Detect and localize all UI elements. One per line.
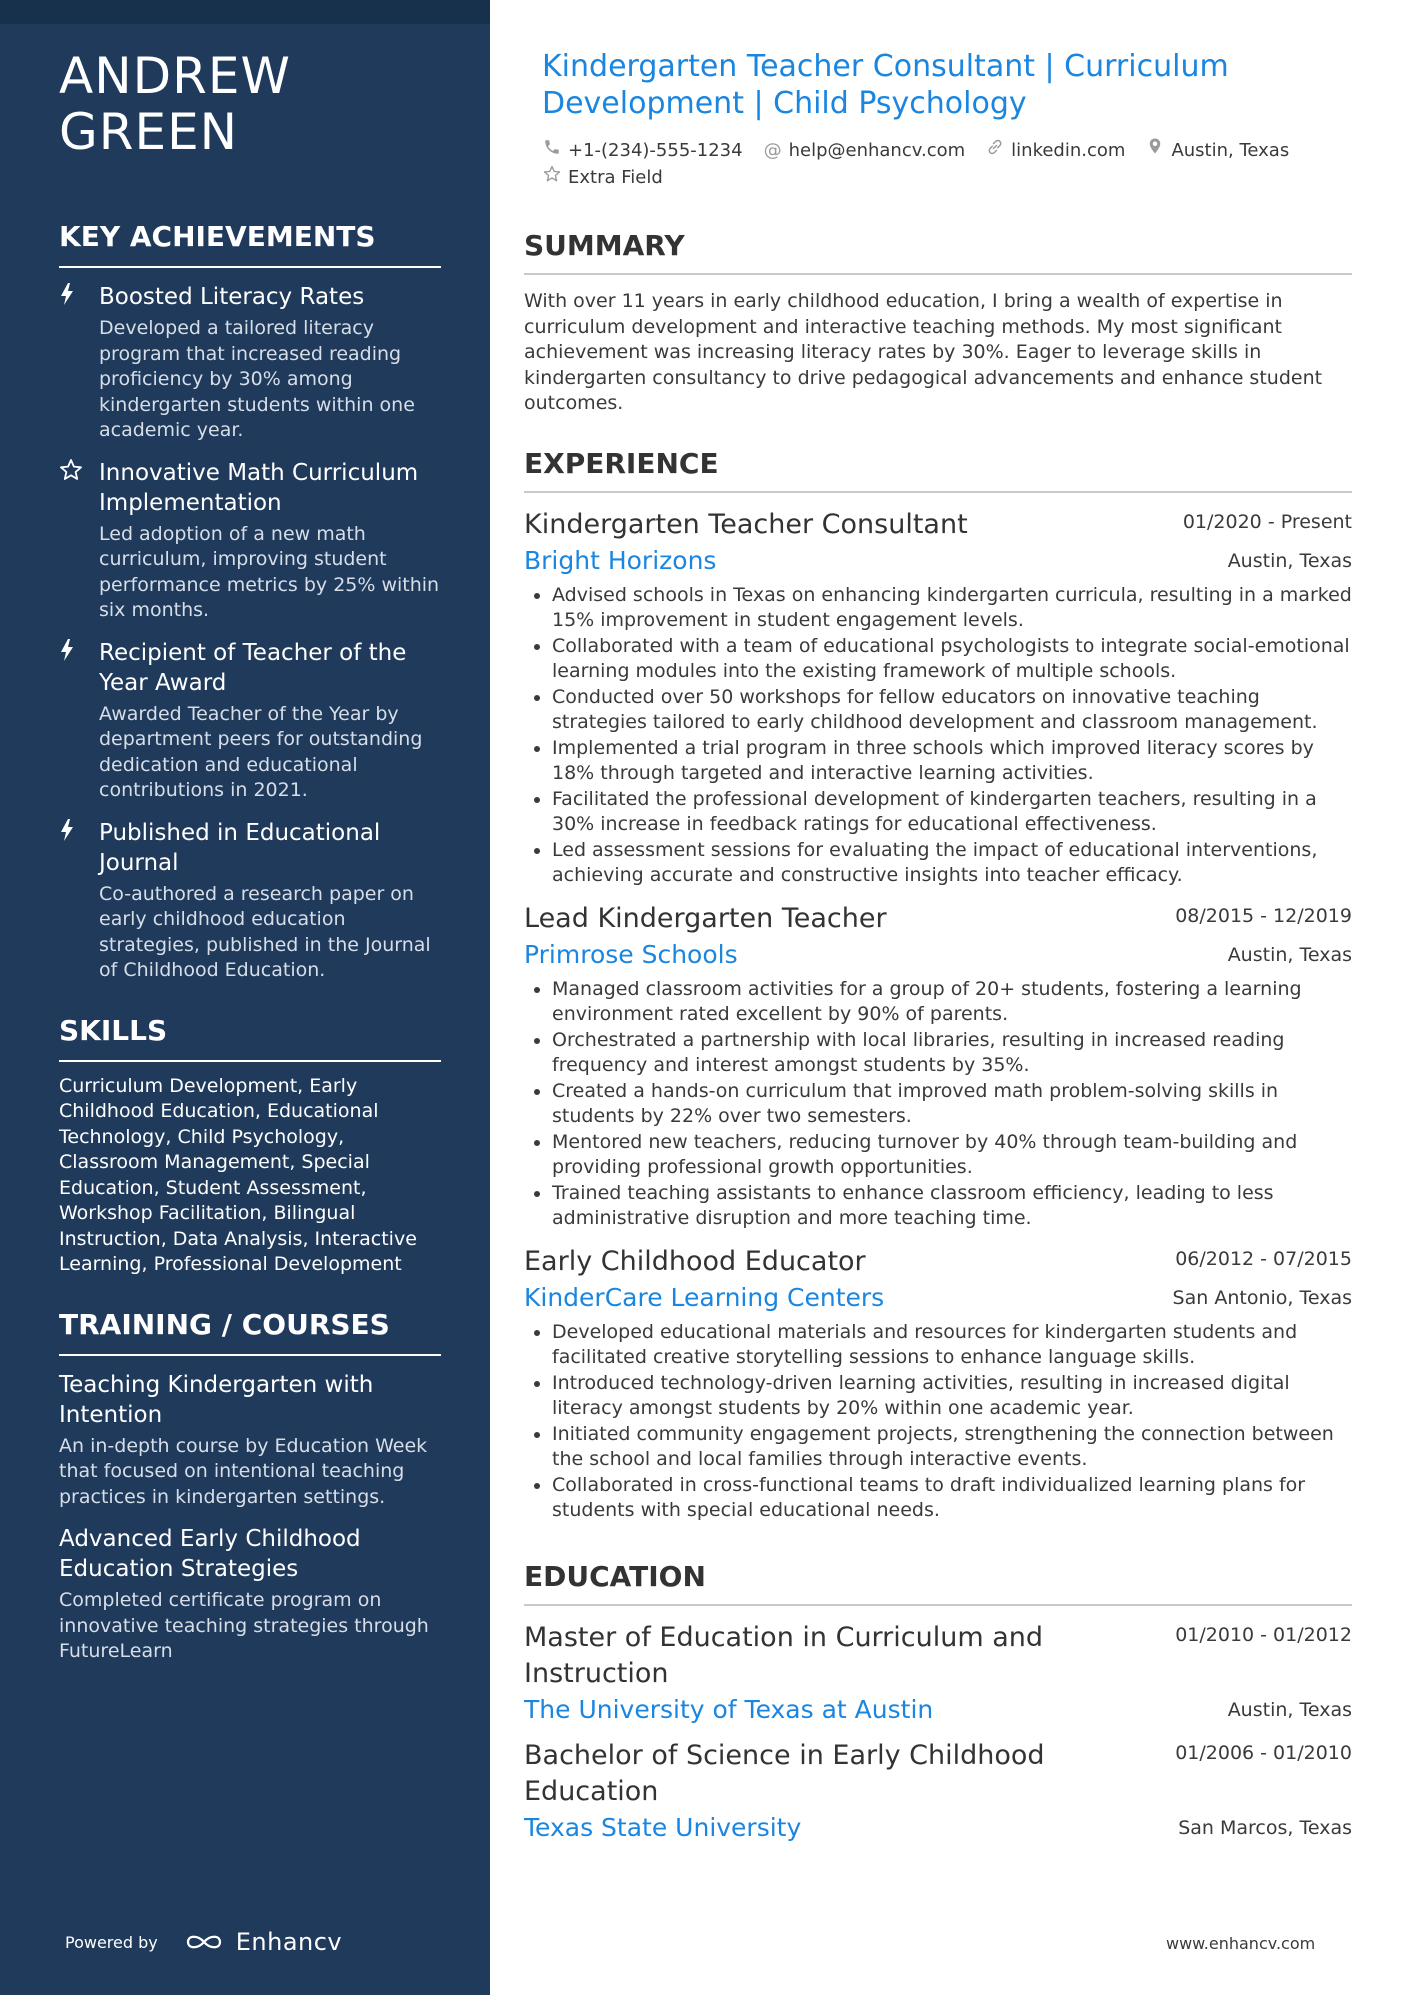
experience-heading: EXPERIENCE xyxy=(524,447,1352,493)
education-section xyxy=(524,1560,1352,1846)
job-entry xyxy=(524,901,1352,1232)
achievement-item xyxy=(59,638,441,804)
achievement-description: Developed a tailored literacy program that increased reading proficiency by 30% among kindergarten students within one academic year. xyxy=(99,317,415,441)
main-content xyxy=(524,48,1352,1846)
bullet-item: • Orchestrated a partnership with local libraries, resulting in increased reading frequency and interest amongst students by 35%. xyxy=(552,1028,1352,1079)
degree-title: Master of Education in Curriculum and Instruction xyxy=(524,1621,1044,1689)
link-text: linkedin.com xyxy=(1011,139,1126,161)
bolt-icon xyxy=(59,818,99,984)
job-title: Kindergarten Teacher Consultant xyxy=(524,508,968,540)
summary-section xyxy=(524,229,1352,417)
bullet-item: • Facilitated the professional development of kindergarten teachers, resulting in a 30% increase in feedback ratings for educational effectiveness. xyxy=(552,787,1352,838)
achievement-item xyxy=(59,818,441,984)
job-bullets xyxy=(524,977,1352,1232)
company-name: Bright Horizons xyxy=(524,545,717,575)
contact-link[interactable] xyxy=(985,136,1125,164)
phone-icon xyxy=(542,137,562,164)
skills-heading: SKILLS xyxy=(59,1014,441,1062)
contact-location xyxy=(1145,136,1289,164)
bullet-item: • Led assessment sessions for evaluating the impact of educational interventions, achieving accurate and constructive insights into teacher efficacy. xyxy=(552,838,1352,889)
enhancv-logo[interactable] xyxy=(184,1928,342,1956)
achievements-section xyxy=(59,220,441,984)
achievement-title: Innovative Math Curriculum Implementation xyxy=(99,459,419,516)
achievement-title: Recipient of Teacher of the Year Award xyxy=(99,639,407,696)
job-dates: 01/2020 - Present xyxy=(1182,510,1352,533)
bolt-icon xyxy=(59,282,99,444)
degree-title: Bachelor of Science in Early Childhood Education xyxy=(524,1739,1045,1807)
school-location: San Marcos, Texas xyxy=(1178,1816,1352,1839)
school-name: The University of Texas at Austin xyxy=(524,1694,934,1724)
job-entry xyxy=(524,507,1352,889)
location-text: Austin, Texas xyxy=(1171,139,1290,161)
contact-email[interactable] xyxy=(763,136,966,164)
company-name: Primrose Schools xyxy=(524,939,738,969)
sidebar xyxy=(0,0,490,1995)
achievement-description: Led adoption of a new math curriculum, improving student performance metrics by 25% within six months. xyxy=(99,522,440,621)
job-bullets xyxy=(524,583,1352,889)
phone-text: +1-(234)-555-1234 xyxy=(568,139,743,161)
link-icon xyxy=(985,137,1005,164)
bullet-item: • Implemented a trial program in three schools which improved literacy scores by 18% through targeted and interactive learning activities. xyxy=(552,736,1352,787)
course-description: An in-depth course by Education Week that focused on intentional teaching practices in kindergarten settings. xyxy=(59,1434,428,1508)
education-entry xyxy=(524,1620,1352,1728)
bolt-icon xyxy=(59,638,99,804)
powered-by-label: Powered by xyxy=(65,1932,158,1952)
bullet-item: • Created a hands-on curriculum that improved math problem-solving skills in students by 22% over two semesters. xyxy=(552,1079,1352,1130)
job-bullets xyxy=(524,1320,1352,1524)
location-pin-icon xyxy=(1145,136,1165,164)
achievement-title: Published in Educational Journal xyxy=(99,819,381,876)
achievement-item xyxy=(59,282,441,444)
course-item xyxy=(59,1524,441,1665)
enhancv-logo-icon xyxy=(184,1931,228,1953)
education-dates: 01/2006 - 01/2010 xyxy=(1175,1741,1352,1764)
job-dates: 06/2012 - 07/2015 xyxy=(1175,1247,1352,1270)
sidebar-top-strip xyxy=(0,0,490,24)
achievements-heading: KEY ACHIEVEMENTS xyxy=(59,220,441,268)
bullet-item: • Conducted over 50 workshops for fellow educators on innovative teaching strategies tailored to early childhood development and classroom management. xyxy=(552,685,1352,736)
bullet-item: • Collaborated in cross-functional teams to draft individualized learning plans for students with special educational needs. xyxy=(552,1473,1352,1524)
star-outline-icon xyxy=(542,164,562,191)
bullet-item: • Managed classroom activities for a group of 20+ students, fostering a learning environment rated excellent by 90% of parents. xyxy=(552,977,1352,1028)
school-name: Texas State University xyxy=(524,1812,802,1842)
skills-section xyxy=(59,1014,441,1278)
education-entry xyxy=(524,1738,1352,1846)
job-location: Austin, Texas xyxy=(1227,943,1352,966)
powered-by xyxy=(65,1928,342,1956)
course-item xyxy=(59,1370,441,1511)
achievement-description: Co-authored a research paper on early childhood education strategies, published in the Journal of Childhood Education. xyxy=(99,882,431,981)
job-dates: 08/2015 - 12/2019 xyxy=(1175,904,1352,927)
training-heading: TRAINING / COURSES xyxy=(59,1308,441,1356)
training-section xyxy=(59,1308,441,1665)
bullet-item: • Collaborated with a team of educational psychologists to integrate social-emotional learning modules into the existing framework of multiple schools. xyxy=(552,634,1352,685)
summary-heading: SUMMARY xyxy=(524,229,1352,275)
website-link[interactable]: www.enhancv.com xyxy=(1166,1934,1316,1953)
bullet-item: • Mentored new teachers, reducing turnover by 40% through team-building and providing professional growth opportunities. xyxy=(552,1130,1352,1181)
education-dates: 01/2010 - 01/2012 xyxy=(1175,1623,1352,1646)
job-location: San Antonio, Texas xyxy=(1172,1286,1352,1309)
school-location: Austin, Texas xyxy=(1227,1698,1352,1721)
job-location: Austin, Texas xyxy=(1227,549,1352,572)
job-entry xyxy=(524,1244,1352,1524)
bullet-item: • Introduced technology-driven learning activities, resulting in increased digital literacy amongst students by 20% within one academic year. xyxy=(552,1371,1352,1422)
contact-extra xyxy=(542,164,663,191)
course-title: Teaching Kindergarten with Intention xyxy=(59,1371,374,1428)
email-text: help@enhancv.com xyxy=(788,139,966,161)
enhancv-brand: Enhancv xyxy=(235,1928,343,1956)
job-title: Early Childhood Educator xyxy=(524,1245,866,1277)
skills-list: Curriculum Development, Early Childhood Education, Educational Technology, Child Psychology, Classroom Management, Special Education, Student Assessment, Workshop Facilitation, Bilingual Instruction, Data Analysis, Interactive Learning, Professional Development xyxy=(59,1074,417,1275)
candidate-name: ANDREW GREEN xyxy=(59,47,291,161)
sidebar-content xyxy=(59,48,441,1665)
bullet-item: • Advised schools in Texas on enhancing kindergarten curricula, resulting in a marked 15% improvement in student engagement levels. xyxy=(552,583,1352,634)
contact-bar xyxy=(542,136,1342,191)
at-sign-icon: @ xyxy=(763,139,782,161)
star-icon xyxy=(59,458,99,624)
extra-field-text: Extra Field xyxy=(568,167,663,188)
headline: Kindergarten Teacher Consultant | Curriculum Development | Child Psychology xyxy=(542,49,1229,121)
job-title: Lead Kindergarten Teacher xyxy=(524,902,887,934)
achievement-item xyxy=(59,458,441,624)
bullet-item: • Initiated community engagement projects, strengthening the connection between the school and local families through interactive events. xyxy=(552,1422,1352,1473)
contact-phone[interactable] xyxy=(542,136,743,164)
bullet-item: • Developed educational materials and resources for kindergarten students and facilitated creative storytelling sessions to enhance language skills. xyxy=(552,1320,1352,1371)
achievement-description: Awarded Teacher of the Year by department peers for outstanding dedication and educational contributions in 2021. xyxy=(99,702,423,801)
bullet-item: • Trained teaching assistants to enhance classroom efficiency, leading to less administrative disruption and more teaching time. xyxy=(552,1181,1352,1232)
achievement-title: Boosted Literacy Rates xyxy=(99,284,365,310)
education-heading: EDUCATION xyxy=(524,1560,1352,1606)
course-title: Advanced Early Childhood Education Strategies xyxy=(59,1526,361,1582)
summary-text: With over 11 years in early childhood education, I bring a wealth of expertise in curriculum development and interactive teaching methods. My most significant achievement was increasing literacy rates by 30%. Eager to leverage skills in kindergarten consultancy to drive pedagogical advancements and enhance student outcomes. xyxy=(524,290,1323,414)
company-name: KinderCare Learning Centers xyxy=(524,1282,885,1312)
course-description: Completed certificate program on innovative teaching strategies through FutureLearn xyxy=(59,1589,429,1662)
experience-section xyxy=(524,447,1352,1524)
